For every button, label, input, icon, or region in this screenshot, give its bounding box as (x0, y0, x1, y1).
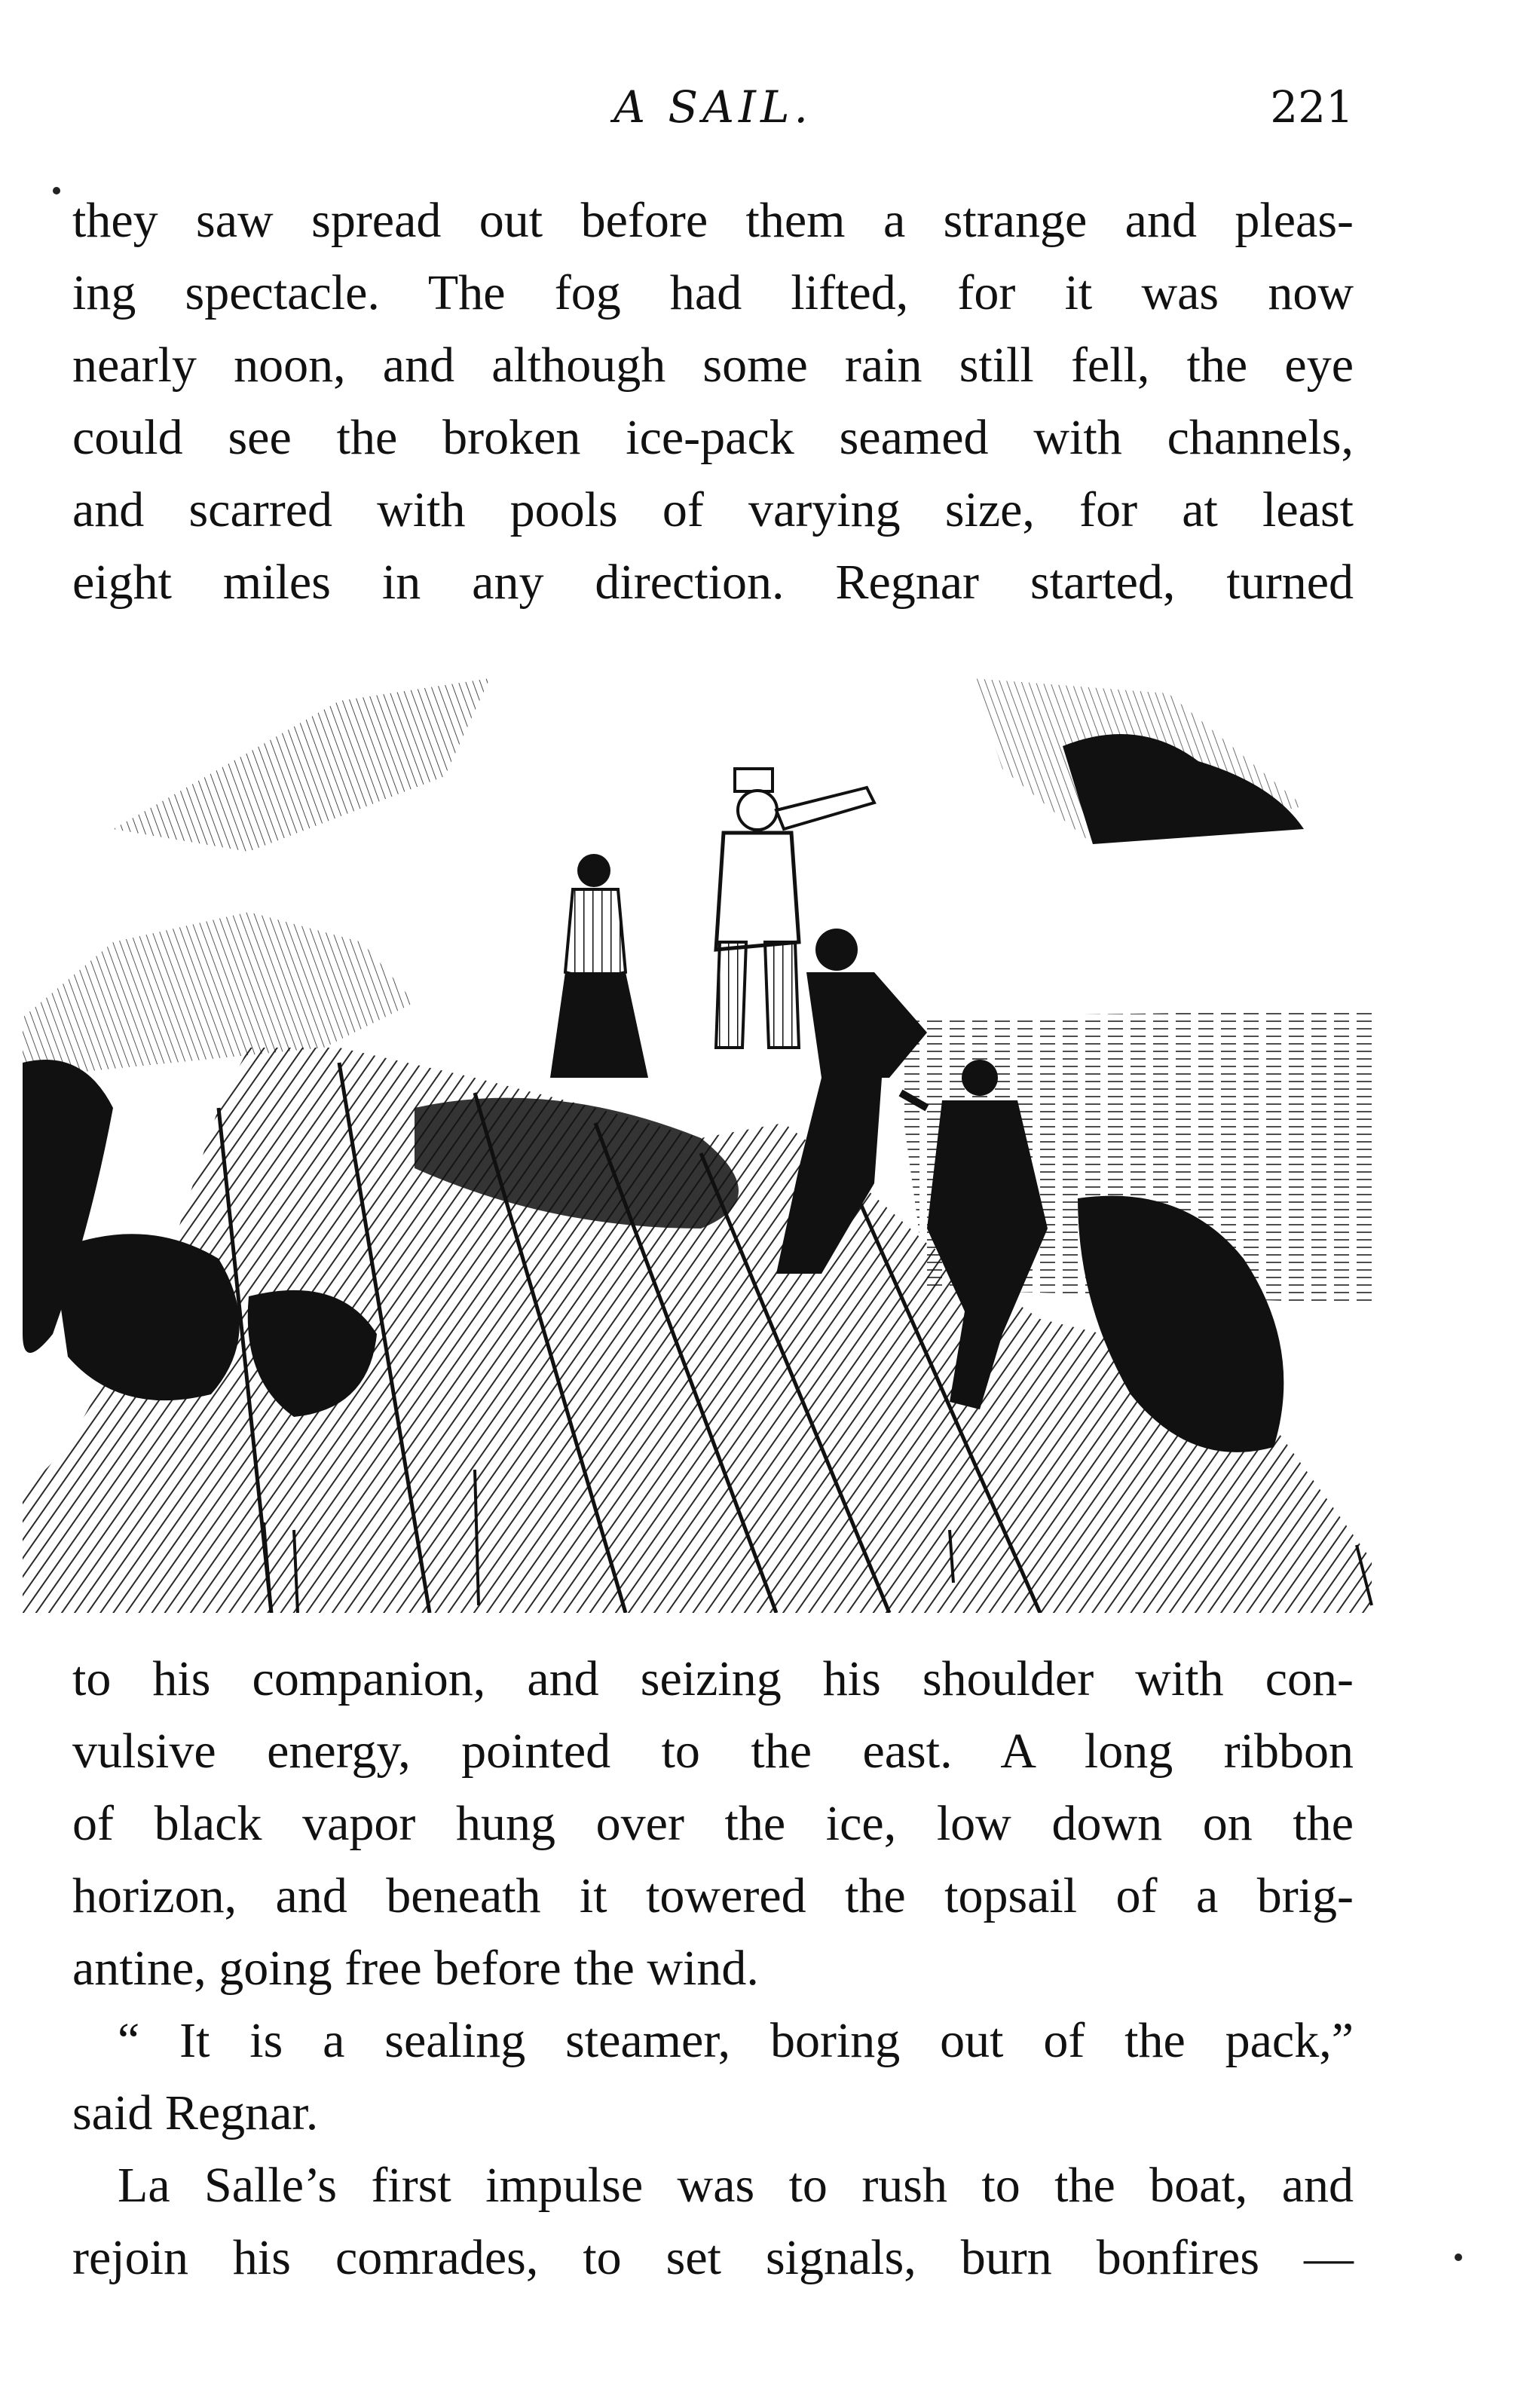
text-line: vulsive energy, pointed to the east. A long ribbon (72, 1724, 1354, 1779)
text-line: rejoin his comrades, to set signals, burn bonfires — (72, 2230, 1354, 2285)
text-line: they saw spread out before them a strange and pleas- (72, 193, 1354, 248)
paragraph (72, 185, 1354, 619)
text-line: nearly noon, and although some rain still fell, the eye (72, 338, 1354, 393)
text-line: ing spectacle. The fog had lifted, for it was now (72, 265, 1354, 320)
engraving-figures-on-ice-cliff (23, 656, 1379, 1613)
stray-ink-dot (53, 187, 60, 194)
page-number: 221 (1270, 81, 1354, 133)
figure-woman (550, 854, 648, 1078)
body-text-top (72, 185, 1354, 619)
running-head (72, 81, 1354, 142)
text-line: to his companion, and seizing his shoulder with con- (72, 1651, 1354, 1706)
text-line: horizon, and beneath it towered the topsail of a brig- (72, 1868, 1354, 1923)
text-line: said Regnar. (72, 2085, 319, 2140)
text-line: eight miles in any direction. Regnar started, turned (72, 555, 1354, 610)
text-line: and scarred with pools of varying size, for at least (72, 482, 1354, 537)
stray-ink-dot (1455, 2253, 1462, 2261)
text-line: “ It is a sealing steamer, boring out of the pack,” (118, 2013, 1354, 2068)
engraving-illustration (23, 656, 1379, 1613)
paragraph (72, 2149, 1354, 2294)
body-text-bottom (72, 1643, 1354, 2294)
paragraph (72, 1643, 1354, 2005)
paragraph (72, 2005, 1354, 2149)
running-title: A SAIL. (613, 81, 812, 133)
text-line: of black vapor hung over the ice, low down on the (72, 1796, 1354, 1851)
text-line: La Salle’s first impulse was to rush to the boat, and (118, 2158, 1354, 2213)
text-line: antine, going free before the wind. (72, 1941, 759, 1996)
text-line: could see the broken ice-pack seamed with channels, (72, 410, 1354, 465)
